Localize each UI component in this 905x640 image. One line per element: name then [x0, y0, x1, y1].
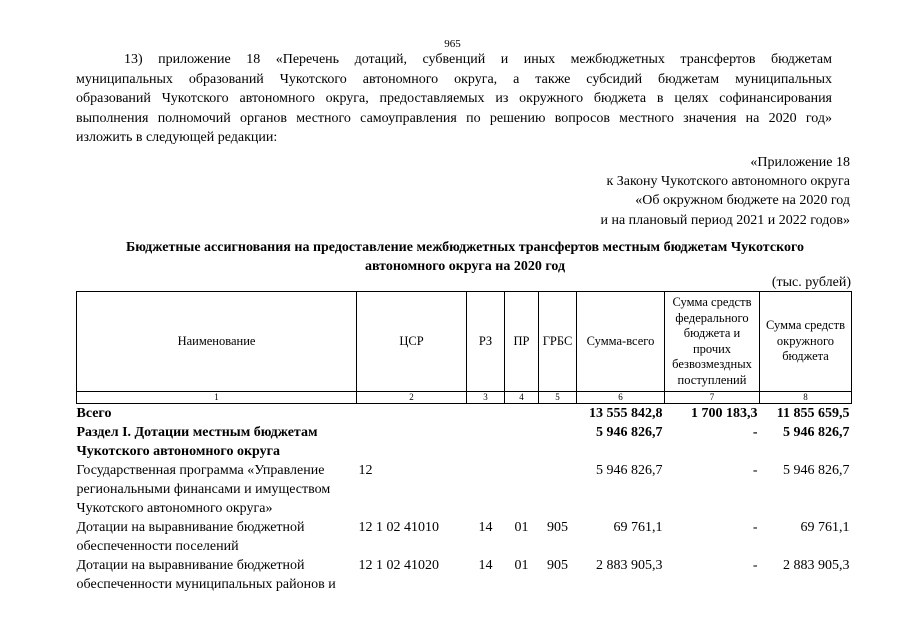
units-label: (тыс. рублей)	[771, 275, 851, 290]
row-rz	[467, 461, 505, 518]
column-number: 2	[357, 392, 467, 404]
header-district: Сумма средств окружного бюджета	[760, 292, 852, 392]
row-district: 5 946 826,7	[783, 425, 850, 440]
header-rz: РЗ	[467, 292, 505, 392]
appendix-line: «Приложение 18	[750, 155, 850, 170]
row-name: Дотации на выравнивание бюджетной обеспеченности муниципальных районов и	[76, 558, 336, 592]
column-number: 1	[77, 392, 357, 404]
row-csr: 12	[358, 463, 373, 478]
table-row	[77, 423, 852, 461]
header-pr: ПР	[505, 292, 539, 392]
row-grbs	[539, 461, 577, 518]
page-number: 965	[444, 38, 461, 50]
paragraph-line: изложить в следующей редакции:	[76, 130, 278, 146]
row-csr	[357, 423, 467, 461]
column-number: 4	[505, 392, 539, 404]
row-federal: 1 700 183,3	[691, 406, 758, 421]
row-pr: 01	[514, 520, 529, 535]
row-pr	[505, 423, 539, 461]
header-csr: ЦСР	[357, 292, 467, 392]
row-grbs	[539, 423, 577, 461]
appendix-heading	[600, 153, 850, 230]
header-federal: Сумма средств федерального бюджета и прочих безвозмездных поступлений	[665, 292, 760, 392]
row-name: Государственная программа «Управление региональными финансами и имуществом Чукотского автономного округа»	[76, 463, 331, 516]
column-number: 6	[577, 392, 665, 404]
row-total: 2 883 905,3	[596, 558, 663, 573]
table-row	[77, 556, 852, 594]
row-grbs: 905	[547, 558, 568, 573]
table-title	[76, 238, 854, 276]
row-csr	[357, 404, 467, 424]
row-rz: 14	[478, 558, 493, 573]
row-district: 2 883 905,3	[783, 558, 850, 573]
row-rz	[467, 404, 505, 424]
row-csr: 12 1 02 41020	[358, 558, 439, 573]
row-grbs: 905	[547, 520, 568, 535]
row-grbs	[539, 404, 577, 424]
budget-table	[76, 291, 852, 594]
row-rz: 14	[478, 520, 493, 535]
row-name: Раздел I. Дотации местным бюджетам Чукотского автономного округа	[76, 425, 318, 459]
paragraph-line: 13) приложение 18 «Перечень дотаций, субвенций и иных межбюджетных трансфертов бюджетам	[124, 52, 832, 67]
row-pr: 01	[514, 558, 529, 573]
paragraph-line: муниципальных образований Чукотского автономного округа, а также субсидий бюджетам муниципальных	[76, 71, 832, 87]
table-row	[77, 461, 852, 518]
header-total: Сумма-всего	[577, 292, 665, 392]
appendix-line: к Закону Чукотского автономного округа	[606, 174, 850, 190]
row-pr	[505, 404, 539, 424]
row-rz	[467, 423, 505, 461]
column-number: 5	[539, 392, 577, 404]
table-title-line: Бюджетные ассигнования на предоставление межбюджетных трансфертов местным бюджетам Чукотского	[126, 240, 804, 255]
header-name: Наименование	[77, 292, 357, 392]
row-total: 5 946 826,7	[596, 463, 663, 478]
table-row	[77, 404, 852, 424]
table-title-line: автономного округа на 2020 год	[364, 259, 566, 275]
row-district: 11 855 659,5	[776, 406, 850, 421]
table-row	[77, 518, 852, 556]
row-name: Всего	[76, 406, 112, 421]
row-total: 69 761,1	[613, 520, 663, 535]
paragraph-line: выполнения полномочий органов местного самоуправления по решению вопросов местного значения на 2020 год»	[76, 110, 832, 126]
row-district: 69 761,1	[800, 520, 850, 535]
row-total: 5 946 826,7	[596, 425, 663, 440]
column-number: 7	[665, 392, 760, 404]
row-federal: -	[752, 558, 758, 573]
row-name: Дотации на выравнивание бюджетной обеспеченности поселений	[76, 520, 305, 554]
row-csr: 12 1 02 41010	[358, 520, 439, 535]
header-grbs: ГРБС	[539, 292, 577, 392]
column-number: 8	[760, 392, 852, 404]
row-district: 5 946 826,7	[783, 463, 850, 478]
appendix-line: и на плановый период 2021 и 2022 годов»	[600, 212, 850, 228]
amendment-paragraph	[76, 50, 832, 148]
column-number: 3	[467, 392, 505, 404]
appendix-line: «Об окружном бюджете на 2020 год	[635, 193, 850, 209]
row-federal: -	[752, 425, 758, 440]
paragraph-line: образований Чукотского автономного округа, предоставляемых из окружного бюджета в целях софинансирования	[76, 91, 832, 107]
row-federal: -	[752, 463, 758, 478]
row-total: 13 555 842,8	[589, 406, 663, 421]
row-pr	[505, 461, 539, 518]
row-federal: -	[752, 520, 758, 535]
